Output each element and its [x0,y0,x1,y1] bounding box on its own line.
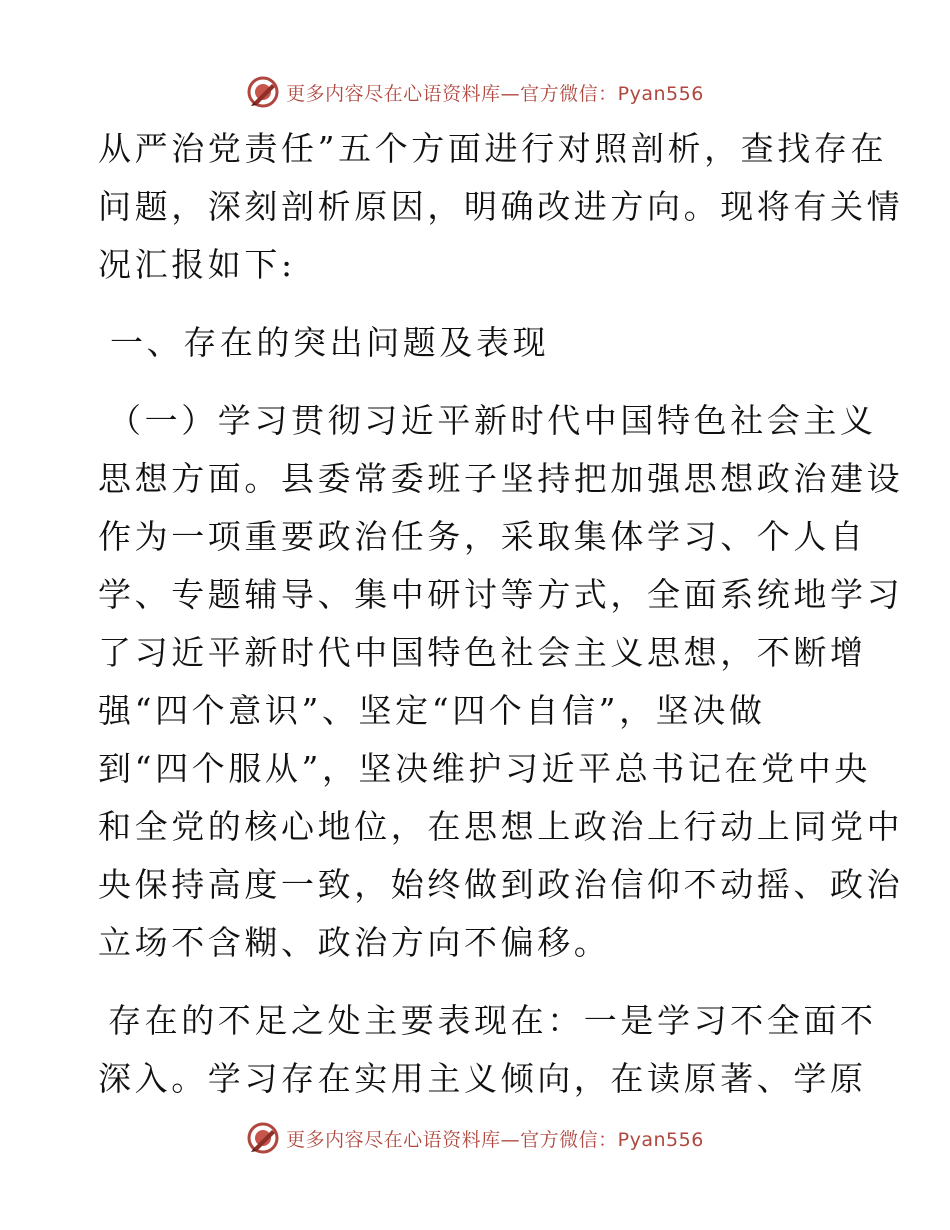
body-line-1: 从严治党责任”五个方面进行对照剖析，查找存在 [98,129,888,168]
body-line-3: 况汇报如下: [98,245,296,284]
pen-logo-icon [246,75,280,109]
section-line-4: 学、专题辅导、集中研讨等方式，全面系统地学习 [98,575,904,614]
section-line-5: 了习近平新时代中国特色社会主义思想，不断增 [98,633,867,672]
footer-watermark [0,1118,950,1158]
section-line-9: 央保持高度一致，始终做到政治信仰不动摇、政治 [98,865,904,904]
section-line-3: 作为一项重要政治任务，采取集体学习、个人自 [98,517,867,556]
section-line-6: 强“四个意识”、坚定“四个自信”，坚决做 [98,691,766,730]
problem-line-2: 深入。学习存在实用主义倾向，在读原著、学原 [98,1059,867,1098]
pen-logo-icon [246,1121,280,1155]
section-heading: 一、存在的突出问题及表现 [110,323,550,362]
watermark-text [286,79,704,106]
problem-line-1: 存在的不足之处主要表现在：一是学习不全面不 [108,1001,877,1040]
watermark-label: 更多内容尽在心语资料库—官方微信： [286,82,618,105]
watermark-text [286,1125,704,1152]
section-line-2: 思想方面。县委常委班子坚持把加强思想政治建设 [98,459,904,498]
watermark-wechat-id: Pyan556 [617,82,704,105]
body-line-2: 问题，深刻剖析原因，明确改进方向。现将有关情 [98,187,904,226]
watermark-label: 更多内容尽在心语资料库—官方微信： [286,1128,618,1151]
watermark-wechat-id: Pyan556 [617,1128,704,1151]
section-line-1: （一）学习贯彻习近平新时代中国特色社会主义 [108,401,877,440]
section-line-8: 和全党的核心地位，在思想上政治上行动上同党中 [98,807,904,846]
header-watermark [0,72,950,112]
section-line-10: 立场不含糊、政治方向不偏移。 [98,923,611,962]
section-line-7: 到“四个服从”，坚决维护习近平总书记在党中央 [98,749,871,788]
document-body [98,120,904,1108]
